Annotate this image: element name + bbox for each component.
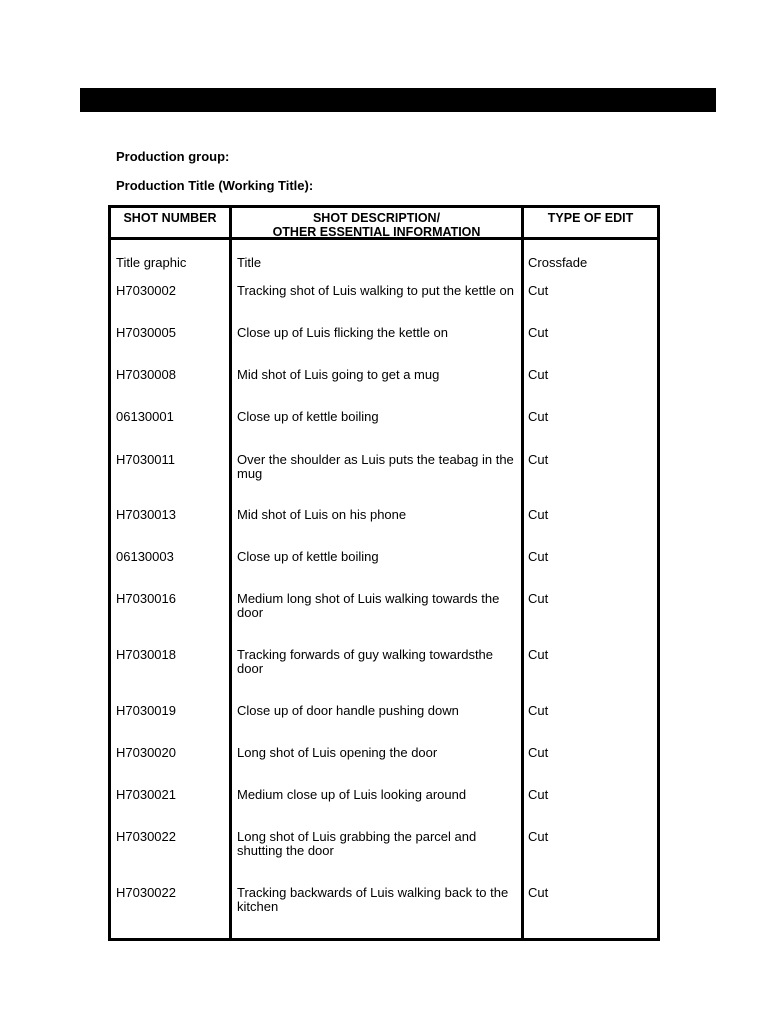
production-group-label: Production group: — [116, 149, 230, 164]
edit-type-cell: Cut — [528, 283, 549, 298]
shot-description-cell: Close up of kettle boiling — [237, 409, 379, 424]
edit-type-cell: Cut — [528, 787, 549, 802]
table-row — [111, 326, 657, 366]
edit-type-cell: Cut — [528, 829, 549, 844]
table-row — [111, 592, 657, 632]
header-shot-description-line1: SHOT DESCRIPTION/ — [312, 211, 441, 225]
shot-description-cell: Tracking forwards of guy walking towardsthe door — [237, 647, 494, 676]
edit-type-cell: Cut — [528, 452, 549, 467]
shot-number-cell: H7030021 — [116, 787, 176, 802]
table-row — [111, 886, 657, 926]
shot-description-cell: Close up of Luis flicking the kettle on — [237, 325, 449, 340]
table-row — [111, 508, 657, 548]
shot-number-cell: H7030018 — [116, 647, 176, 662]
shot-number-cell: H7030016 — [116, 591, 176, 606]
shot-description-cell: Long shot of Luis opening the door — [237, 745, 438, 760]
shot-description-cell: Close up of kettle boiling — [237, 549, 379, 564]
edit-type-cell: Cut — [528, 703, 549, 718]
shot-description-cell: Medium long shot of Luis walking towards the door — [237, 591, 500, 620]
shot-description-cell: Tracking shot of Luis walking to put the kettle on — [237, 283, 515, 298]
header-type-of-edit: TYPE OF EDIT — [547, 211, 634, 225]
edit-type-cell: Cut — [528, 549, 549, 564]
shot-description-cell: Tracking backwards of Luis walking back to the kitchen — [237, 885, 509, 914]
edit-type-cell: Crossfade — [528, 255, 588, 270]
shot-number-cell: H7030005 — [116, 325, 176, 340]
shot-list-table — [108, 205, 660, 941]
shot-description-cell: Close up of door handle pushing down — [237, 703, 459, 718]
edit-type-cell: Cut — [528, 409, 549, 424]
table-row — [111, 410, 657, 450]
edit-type-cell: Cut — [528, 507, 549, 522]
table-row — [111, 704, 657, 744]
shot-number-cell: H7030011 — [116, 452, 176, 467]
shot-description-cell: Mid shot of Luis on his phone — [237, 507, 407, 522]
shot-number-cell: 06130001 — [116, 409, 174, 424]
header-shot-description-line2: OTHER ESSENTIAL INFORMATION — [272, 225, 481, 239]
shot-description-cell: Over the shoulder as Luis puts the teabag in the mug — [237, 452, 514, 481]
table-row — [111, 368, 657, 408]
shot-description-cell: Long shot of Luis grabbing the parcel and shutting the door — [237, 829, 477, 858]
shot-number-cell: H7030008 — [116, 367, 176, 382]
shot-number-cell: H7030002 — [116, 283, 176, 298]
shot-description-cell: Title — [237, 255, 262, 270]
table-row — [111, 746, 657, 786]
header-shot-number: SHOT NUMBER — [123, 211, 217, 225]
table-row — [111, 453, 657, 493]
edit-type-cell: Cut — [528, 591, 549, 606]
shot-number-cell: 06130003 — [116, 549, 174, 564]
shot-number-cell: H7030022 — [116, 885, 176, 900]
shot-number-cell: H7030022 — [116, 829, 176, 844]
shot-description-cell: Medium close up of Luis looking around — [237, 787, 467, 802]
edit-type-cell: Cut — [528, 367, 549, 382]
table-row — [111, 648, 657, 688]
table-row — [111, 830, 657, 870]
shot-description-cell: Mid shot of Luis going to get a mug — [237, 367, 440, 382]
shot-number-cell: H7030019 — [116, 703, 176, 718]
table-row — [111, 550, 657, 590]
shot-number-cell: Title graphic — [116, 255, 187, 270]
edit-type-cell: Cut — [528, 647, 549, 662]
edit-type-cell: Cut — [528, 745, 549, 760]
edit-type-cell: Cut — [528, 885, 549, 900]
header-shot-description — [232, 211, 521, 239]
edit-type-cell: Cut — [528, 325, 549, 340]
shot-number-cell: H7030020 — [116, 745, 176, 760]
table-row — [111, 284, 657, 324]
table-row — [111, 788, 657, 828]
production-title-label: Production Title (Working Title): — [116, 178, 314, 193]
title-bar — [80, 88, 716, 112]
shot-number-cell: H7030013 — [116, 507, 176, 522]
